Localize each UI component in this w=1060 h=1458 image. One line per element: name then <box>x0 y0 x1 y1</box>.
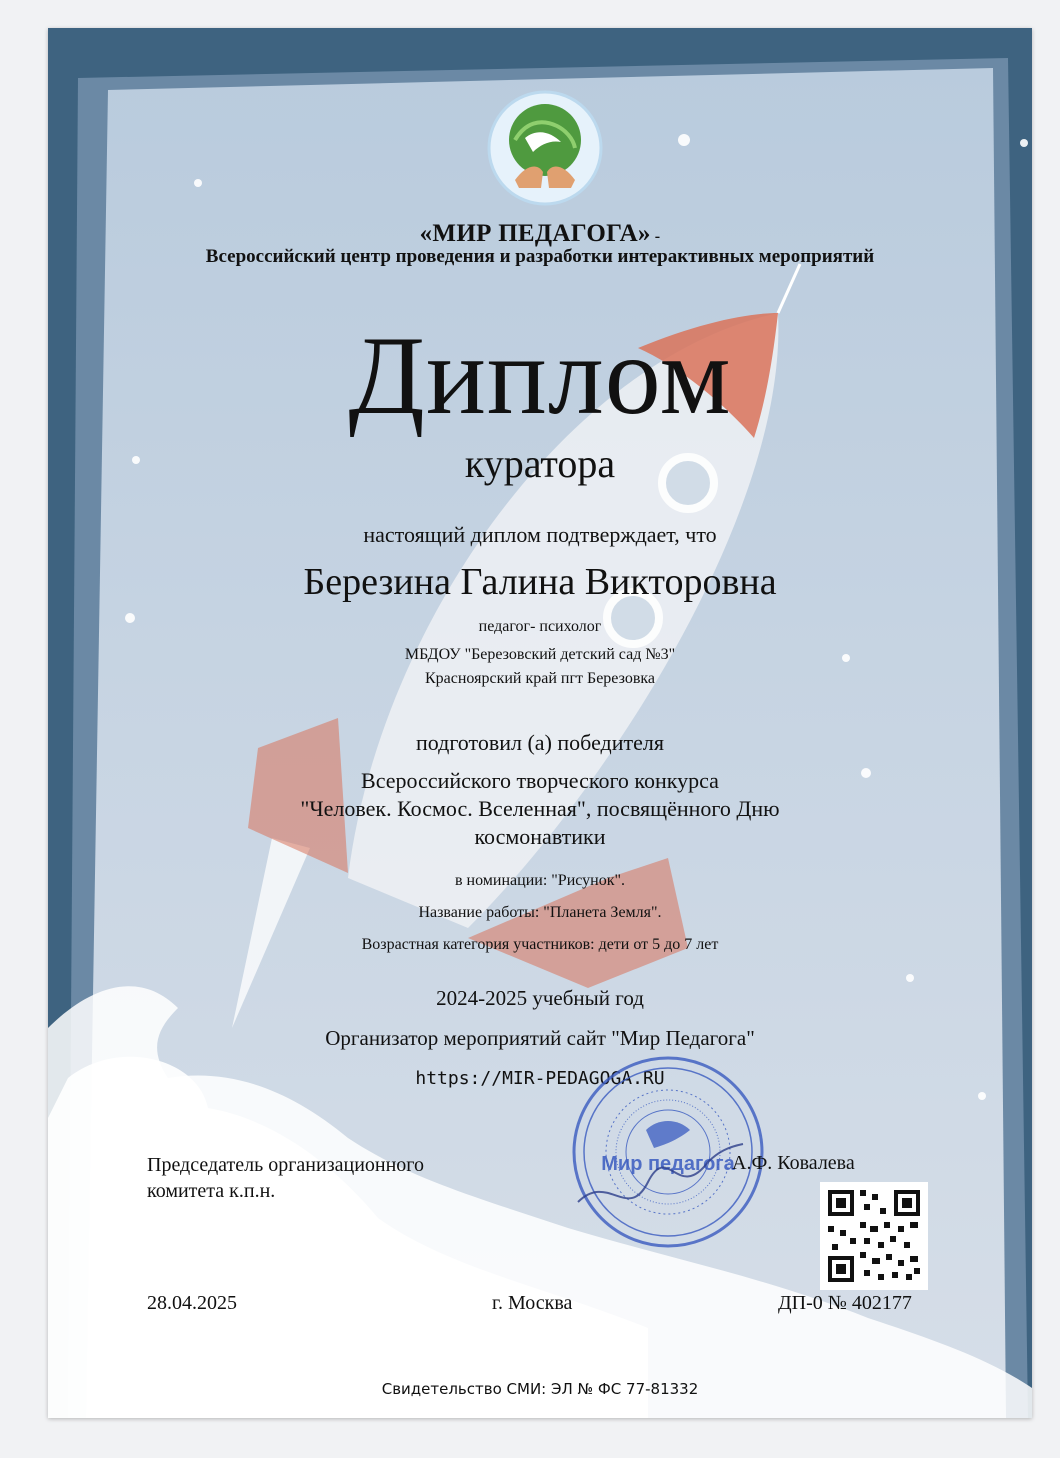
confirm-line: настоящий диплом подтверждает, что <box>363 522 717 547</box>
organization-name <box>48 220 1032 248</box>
globe-hands-dove-icon <box>485 88 605 208</box>
contest-line: Всероссийского творческого конкурса <box>361 768 719 793</box>
signer-name: А.Ф. Ковалева <box>732 1152 855 1174</box>
work-title: Название работы: "Планета Земля". <box>418 904 662 921</box>
nomination: в номинации: "Рисунок". <box>454 872 626 889</box>
academic-year: 2024-2025 учебный год <box>436 986 644 1010</box>
chairman-label <box>147 1152 424 1204</box>
contest-line: космонавтики <box>474 824 606 849</box>
document-number: ДП-0 № 402177 <box>778 1292 912 1314</box>
site-url: https://MIR-PEDAGOGA.RU <box>415 1068 665 1089</box>
stamp-center-text: Мир педагога <box>601 1153 735 1175</box>
media-certificate: Свидетельство СМИ: ЭЛ № ФС 77-81332 <box>381 1380 699 1398</box>
organization-dash: - <box>654 228 661 245</box>
organization-name-text: «МИР ПЕДАГОГА» <box>419 220 651 247</box>
diploma-title: Диплом <box>348 314 732 438</box>
prepared-line: подготовил (а) победителя <box>416 730 664 755</box>
contest-line: "Человек. Космос. Вселенная", посвящённого Дню <box>300 796 780 821</box>
issue-city: г. Москва <box>492 1292 573 1314</box>
chairman-label-line: Председатель организационного <box>147 1154 425 1176</box>
recipient-position: педагог- психолог <box>478 618 602 635</box>
diploma-subtitle: куратора <box>464 441 616 486</box>
diploma-page <box>48 28 1032 1418</box>
chairman-label-line: комитета к.п.н. <box>147 1180 276 1202</box>
recipient-institution: МБДОУ "Березовский детский сад №3" <box>404 646 676 663</box>
recipient-name: Березина Галина Викторовна <box>303 561 777 603</box>
issue-date: 28.04.2025 <box>147 1292 237 1314</box>
organizer-line: Организатор мероприятий сайт "Мир Педагога" <box>325 1026 755 1050</box>
recipient-region: Красноярский край пгт Березовка <box>424 670 656 687</box>
qr-code-icon <box>820 1182 928 1290</box>
organization-subtitle: Всероссийский центр проведения и разработки интерактивных мероприятий <box>205 246 875 267</box>
age-category: Возрастная категория участников: дети от 5 до 7 лет <box>361 936 719 953</box>
